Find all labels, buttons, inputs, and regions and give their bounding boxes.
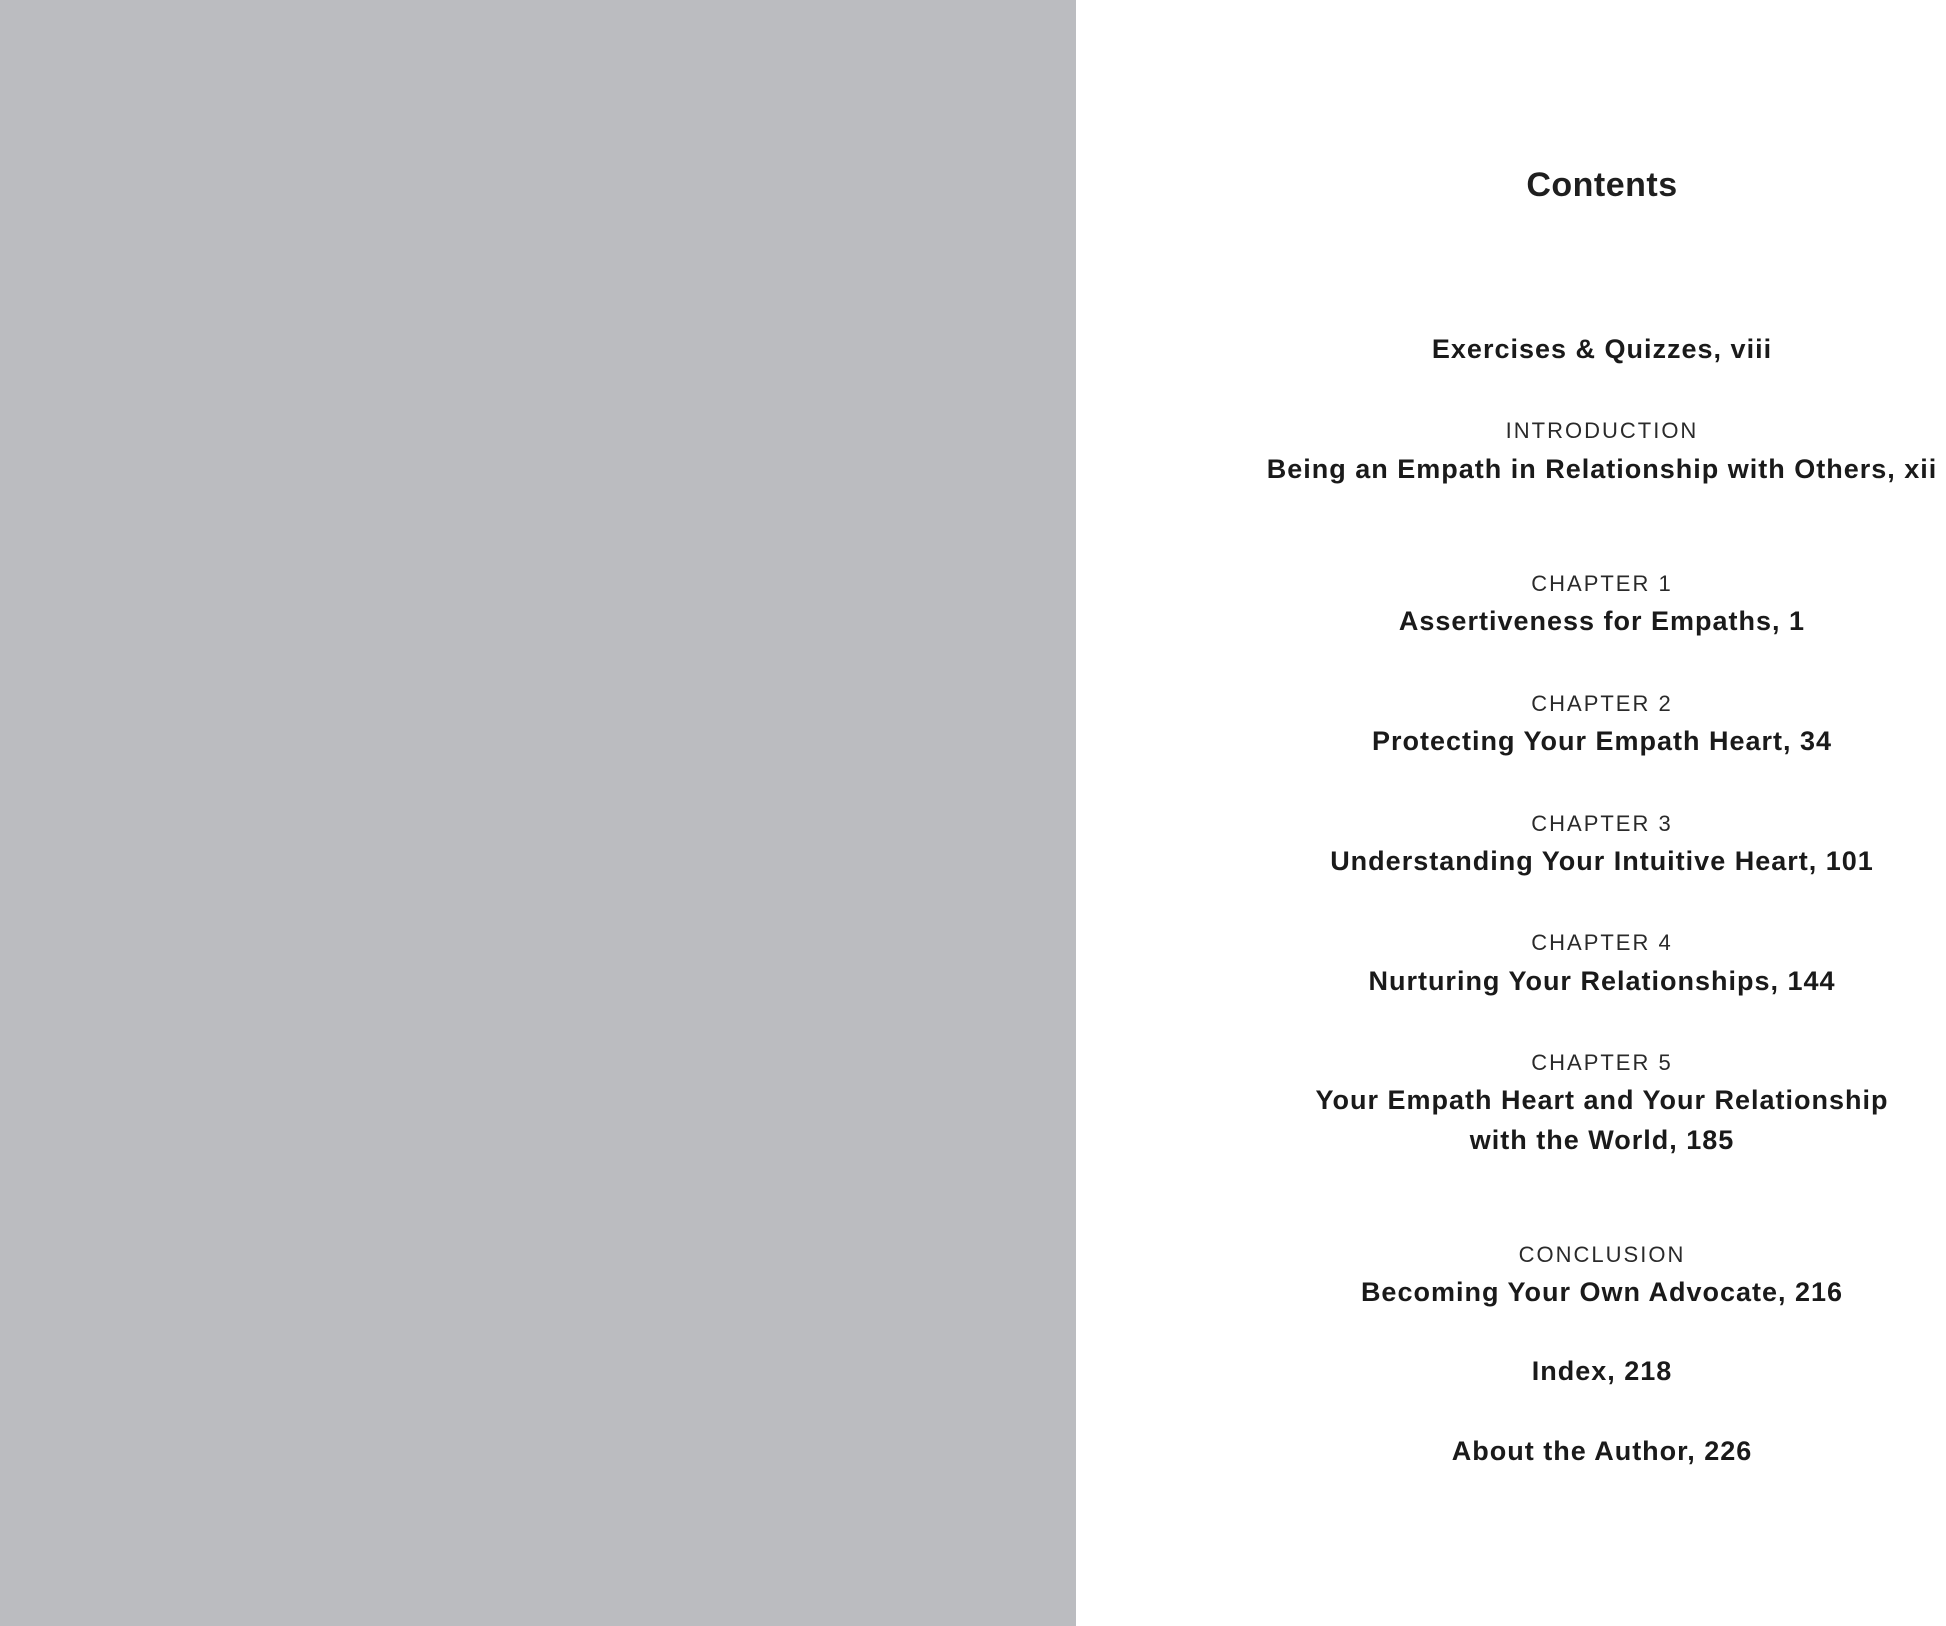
toc-entry-exercises: Exercises & Quizzes, viii: [1431, 334, 1773, 364]
toc-entry-introduction: Being an Empath in Relationship with Others, xii: [1266, 454, 1938, 484]
toc-entry-chapter-4: Nurturing Your Relationships, 144: [1368, 966, 1836, 996]
toc-label-chapter-5: CHAPTER 5: [1531, 1050, 1673, 1075]
toc-entry-chapter-2: Protecting Your Empath Heart, 34: [1371, 726, 1833, 756]
toc-entry-index: Index, 218: [1531, 1356, 1673, 1386]
toc-entry-chapter-1: Assertiveness for Empaths, 1: [1398, 606, 1806, 636]
toc-entry-about-author: About the Author, 226: [1451, 1436, 1753, 1466]
toc-label-chapter-4: CHAPTER 4: [1531, 930, 1673, 955]
toc-entry-chapter-5-line-2: with the World, 185: [1469, 1125, 1735, 1155]
toc-label-conclusion: CONCLUSION: [1518, 1242, 1686, 1267]
toc-label-chapter-1: CHAPTER 1: [1531, 571, 1673, 596]
toc-label-chapter-2: CHAPTER 2: [1531, 691, 1673, 716]
toc-entry-chapter-3: Understanding Your Intuitive Heart, 101: [1330, 846, 1874, 876]
toc-entry-chapter-5-line-1: Your Empath Heart and Your Relationship: [1315, 1085, 1889, 1115]
toc-label-introduction: INTRODUCTION: [1505, 418, 1699, 443]
toc-entry-conclusion: Becoming Your Own Advocate, 216: [1360, 1277, 1844, 1307]
toc-label-chapter-3: CHAPTER 3: [1531, 811, 1673, 836]
page-title: Contents: [1526, 166, 1678, 204]
